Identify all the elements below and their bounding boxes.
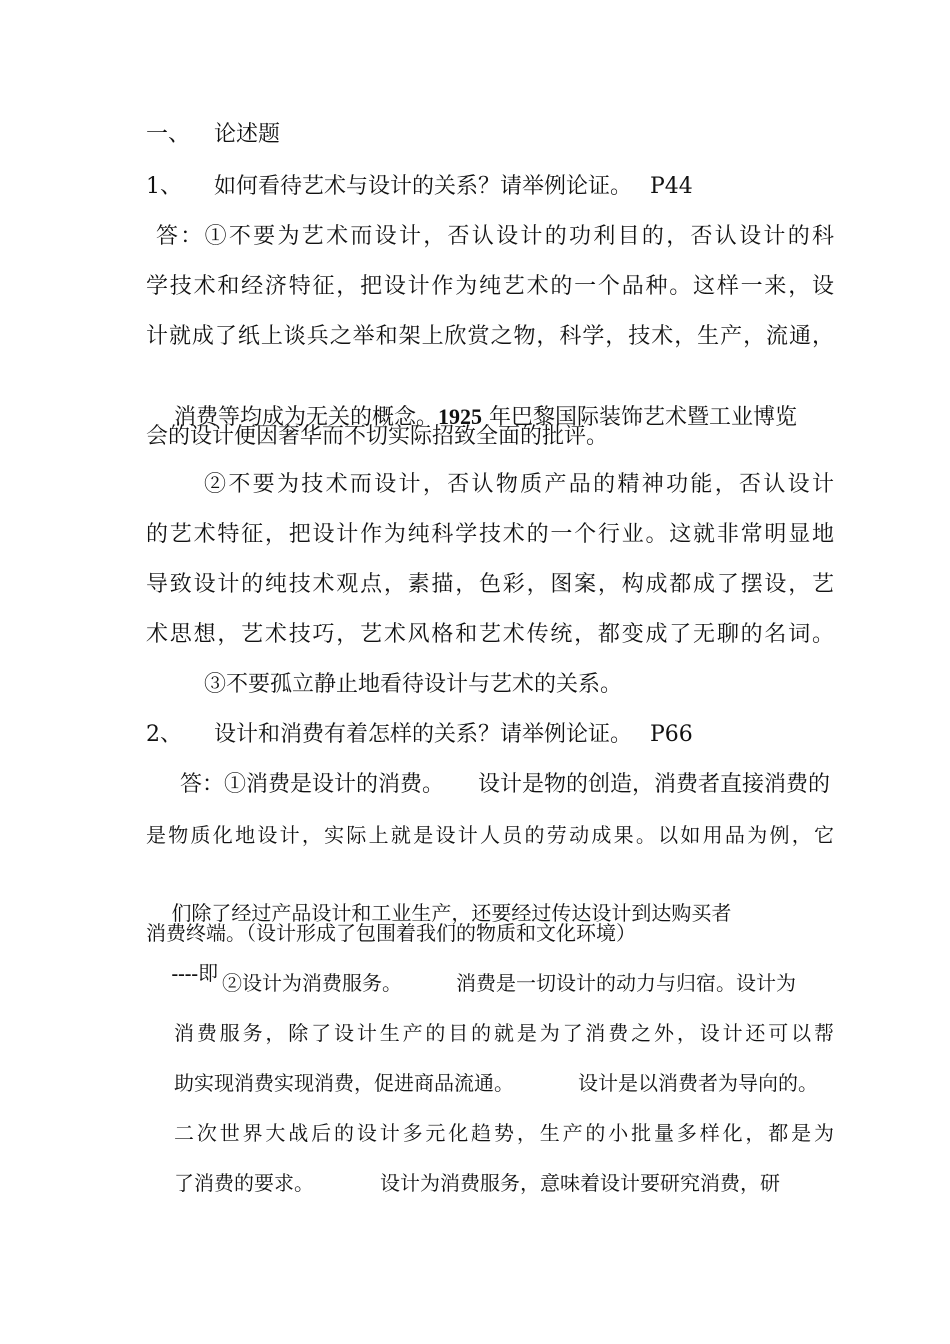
- question-2-number: 2、: [146, 722, 182, 747]
- question-1-number: 1、: [146, 174, 182, 199]
- answer-1-line: 计就成了纸上谈兵之举和架上欣赏之物，科学，技术，生产，流通，: [146, 324, 834, 349]
- answer-1-text: 消费等均成为无关的概念。: [173, 405, 438, 430]
- answer-2-text: 即: [198, 961, 219, 985]
- answer-1-line: 导致设计的纯技术观点，素描，色彩，图案，构成都成了摆设，艺: [146, 572, 834, 597]
- question-1-text: 如何看待艺术与设计的关系？请举例论证。: [214, 174, 633, 199]
- question-1-page-ref: P44: [650, 174, 693, 199]
- answer-2-line: ②设计为消费服务。: [222, 971, 402, 995]
- dash-symbol: ----: [171, 963, 199, 985]
- section-number: 一、: [146, 122, 191, 147]
- answer-2-line: 二次世界大战后的设计多元化趋势，生产的小批量多样化，都是为: [174, 1121, 834, 1145]
- answer-1-line: 答：①不要为艺术而设计，否认设计的功利目的，否认设计的科: [156, 224, 834, 249]
- answer-2-line: 设计为消费服务，意味着设计要研究消费，研: [380, 1171, 780, 1195]
- answer-1-text: 年巴黎国际装饰艺术暨工业博览: [482, 405, 797, 430]
- answer-2-line: 助实现消费实现消费，促进商品流通。: [174, 1071, 514, 1095]
- question-2-text: 设计和消费有着怎样的关系？请举例论证。: [214, 722, 633, 747]
- section-title: 论述题: [214, 122, 281, 147]
- answer-2-text: 们除了经过产品设计和工业生产，还要经过传达设计到达购买者: [171, 901, 732, 925]
- answer-2-line: 设计是物的创造，消费者直接消费的: [478, 772, 831, 797]
- answer-2-line: 消费是一切设计的动力与归宿。设计为: [456, 971, 796, 995]
- answer-1-line: ③不要孤立静止地看待设计与艺术的关系。: [204, 672, 623, 697]
- answer-2-line: 了消费的要求。: [174, 1171, 314, 1195]
- answer-2-line: 设计是以消费者为导向的。: [578, 1071, 818, 1095]
- question-2-page-ref: P66: [650, 722, 693, 747]
- answer-1-line: 术思想，艺术技巧，艺术风格和艺术传统，都变成了无聊的名词。: [146, 622, 834, 647]
- answer-2-line: 答：①消费是设计的消费。: [180, 772, 445, 797]
- answer-2-line: 消费服务，除了设计生产的目的就是为了消费之外，设计还可以帮: [174, 1021, 834, 1045]
- answer-1-line: 学技术和经济特征，把设计作为纯艺术的一个品种。这样一来，设: [146, 274, 834, 299]
- answer-1-line: 会的设计便因奢华而不切实际招致全面的批评。: [146, 424, 609, 449]
- answer-2-line: 是物质化地设计，实际上就是设计人员的劳动成果。以如用品为例，它: [146, 823, 834, 847]
- answer-1-line: 的艺术特征，把设计作为纯科学技术的一个行业。这就非常明显地: [146, 522, 834, 547]
- year-1925: 1925: [438, 404, 482, 429]
- answer-1-line: ②不要为技术而设计，否认物质产品的精神功能，否认设计: [204, 472, 834, 497]
- answer-2-line: 消费终端。（设计形成了包围着我们的物质和文化环境）: [146, 921, 636, 945]
